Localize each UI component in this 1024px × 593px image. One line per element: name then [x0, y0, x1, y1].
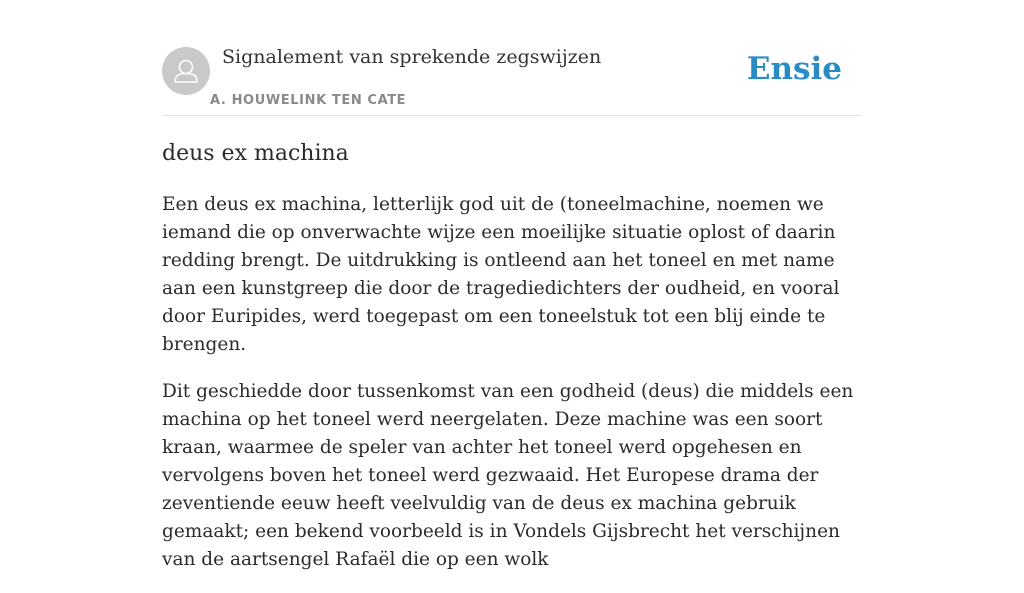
- user-icon: [162, 47, 210, 95]
- entry-paragraph: Dit geschiedde door tussenkomst van een godheid (deus) die middels een machina op het toneel werd neergelaten. Deze machine was een soort kraan, waarmee de speler van achter het toneel werd opgehesen en vervolgens boven het toneel werd gezwaaid. Het Europese drama der zeventiende eeuw heeft veelvuldig van de deus ex machina gebruik gemaakt; een bekend voorbeeld is in Vondels Gijsbrecht het verschijnen van de aartsengel Rafaël die op een wolk: [162, 381, 854, 570]
- entry-paragraph: Een deus ex machina, letterlijk god uit de (toneelmachine, noemen we iemand die op onverwachte wijze een moeilijke situatie oplost of daarin redding brengt. De uitdrukking is ontleend aan het toneel en met name aan een kunstgreep die door de tragediedichters der oudheid, en vooral door Euripides, werd toegepast om een toneelstuk tot een blij einde te brengen.: [162, 194, 840, 355]
- entry-body: [162, 191, 862, 593]
- entry-title: deus ex machina: [162, 141, 349, 166]
- author-link[interactable]: A. HOUWELINK TEN CATE: [210, 93, 407, 108]
- brand-logo[interactable]: Ensie: [746, 51, 842, 87]
- header: [162, 0, 862, 116]
- book-title-link[interactable]: Signalement van sprekende zegswijzen: [222, 46, 602, 68]
- page: [162, 0, 862, 570]
